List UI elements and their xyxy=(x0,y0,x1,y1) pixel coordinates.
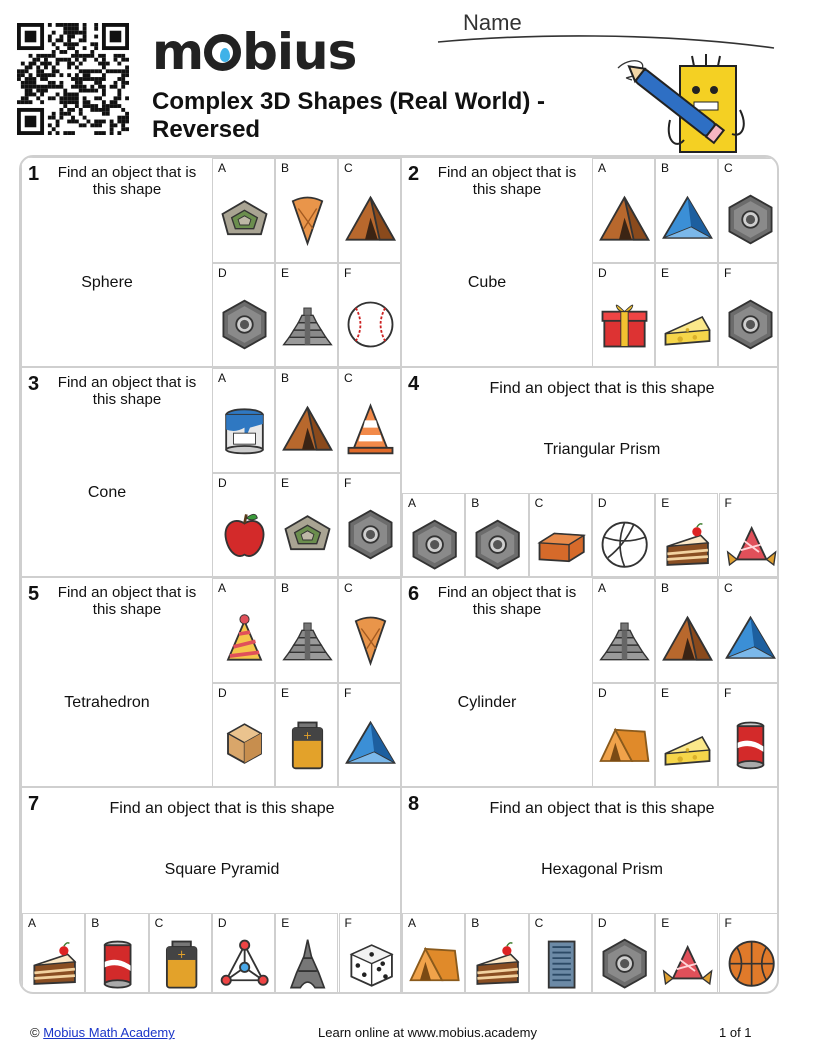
hex-nut-icon xyxy=(723,192,778,247)
answer-option-d[interactable] xyxy=(212,263,275,368)
tent-icon xyxy=(597,192,652,247)
option-letter: F xyxy=(344,916,352,930)
answer-option-c[interactable] xyxy=(529,913,592,994)
answer-option-f[interactable] xyxy=(338,473,401,578)
option-letter: E xyxy=(661,916,670,930)
option-letter: A xyxy=(218,161,227,175)
answer-option-b[interactable] xyxy=(85,913,148,994)
option-letter: A xyxy=(598,161,607,175)
step-pyramid-icon xyxy=(597,612,652,667)
target-shape-name: Sphere xyxy=(81,274,133,291)
wrapped-candy-icon xyxy=(724,517,779,572)
baseball-icon xyxy=(343,297,398,352)
footer-website: Learn online at www.mobius.academy xyxy=(318,1025,537,1040)
answer-option-d[interactable] xyxy=(212,913,275,994)
pentagon-building-icon xyxy=(280,507,335,562)
mobius-logo: m bius xyxy=(152,23,357,81)
option-letter: C xyxy=(344,581,353,595)
cake-slice-icon xyxy=(27,936,82,991)
battery-icon xyxy=(280,717,335,772)
option-letter: B xyxy=(661,161,670,175)
brick-icon xyxy=(534,517,589,572)
option-letter: D xyxy=(218,476,227,490)
question-number: 7 xyxy=(28,793,40,815)
qr-code xyxy=(17,22,129,136)
hex-nut-icon xyxy=(723,297,778,352)
option-letter: C xyxy=(534,496,544,510)
answer-option-b[interactable] xyxy=(465,493,528,578)
option-letter: E xyxy=(661,686,670,700)
page-title: Complex 3D Shapes (Real World) - Reversed xyxy=(152,88,545,143)
party-hat-icon xyxy=(217,612,272,667)
answer-option-e[interactable] xyxy=(655,913,718,994)
question-number: 6 xyxy=(408,583,420,605)
orange-tent-icon xyxy=(407,936,462,991)
option-letter: D xyxy=(218,266,227,280)
battery-icon xyxy=(154,936,209,991)
option-letter: F xyxy=(724,916,732,930)
answer-option-f[interactable] xyxy=(718,683,779,788)
question-1 xyxy=(21,157,401,367)
molecule-icon xyxy=(217,936,272,991)
answer-option-f[interactable] xyxy=(719,493,780,578)
answer-option-e[interactable] xyxy=(275,263,338,368)
hex-nut-icon xyxy=(217,297,272,352)
answer-option-e[interactable] xyxy=(275,473,338,578)
question-8 xyxy=(401,787,779,994)
answer-option-d[interactable] xyxy=(592,913,655,994)
option-letter: E xyxy=(661,266,670,280)
answer-option-a[interactable] xyxy=(212,368,275,473)
gift-box-icon xyxy=(597,297,652,352)
apple-icon xyxy=(217,507,272,562)
answer-option-d[interactable] xyxy=(212,473,275,578)
option-letter: F xyxy=(724,686,732,700)
svg-text:+: + xyxy=(302,729,313,742)
answer-option-e[interactable] xyxy=(655,263,718,368)
tent-icon xyxy=(660,612,715,667)
mascot-icon xyxy=(610,50,750,160)
option-letter: C xyxy=(724,581,733,595)
dice-icon xyxy=(344,936,399,991)
answer-option-b[interactable] xyxy=(275,158,338,263)
option-letter: B xyxy=(471,496,480,510)
answer-option-f[interactable] xyxy=(718,263,779,368)
option-letter: F xyxy=(344,266,352,280)
option-letter: C xyxy=(724,161,733,175)
pentagon-building-icon xyxy=(217,192,272,247)
answer-option-a[interactable] xyxy=(592,578,655,683)
answer-option-b[interactable] xyxy=(275,578,338,683)
cake-slice-icon xyxy=(470,936,525,991)
answer-option-c[interactable] xyxy=(338,368,401,473)
option-letter: A xyxy=(218,371,227,385)
question-prompt: Find an object that is this shape xyxy=(109,800,335,817)
option-letter: A xyxy=(28,916,37,930)
question-number: 3 xyxy=(28,373,40,395)
option-letter: D xyxy=(598,686,607,700)
footer-copyright: © Mobius Math Academy xyxy=(30,1025,175,1040)
answer-option-e[interactable] xyxy=(655,683,718,788)
option-letter: B xyxy=(281,581,290,595)
option-letter: F xyxy=(724,496,732,510)
question-number: 2 xyxy=(408,163,420,185)
blue-tetrahedron-icon xyxy=(723,612,778,667)
question-number: 8 xyxy=(408,793,420,815)
answer-option-c[interactable] xyxy=(718,158,779,263)
question-5 xyxy=(21,577,401,787)
answer-option-a[interactable] xyxy=(212,158,275,263)
question-prompt: Find an object that is this shape xyxy=(489,380,715,397)
option-letter: D xyxy=(597,496,607,510)
step-pyramid-icon xyxy=(280,297,335,352)
mobius-academy-link[interactable]: Mobius Math Academy xyxy=(43,1025,175,1040)
hex-nut-icon xyxy=(470,517,525,572)
option-letter: F xyxy=(344,476,352,490)
option-letter: C xyxy=(534,916,544,930)
question-2 xyxy=(401,157,779,367)
footer-page-number: 1 of 1 xyxy=(719,1025,752,1040)
answer-option-b[interactable] xyxy=(465,913,528,994)
question-6 xyxy=(401,577,779,787)
target-shape-name: Hexagonal Prism xyxy=(541,861,663,878)
answer-option-d[interactable] xyxy=(592,263,655,368)
answer-option-d[interactable] xyxy=(592,493,655,578)
question-prompt: Find an object that is this shape xyxy=(489,800,715,817)
answer-option-b[interactable] xyxy=(655,158,718,263)
answer-option-d[interactable] xyxy=(212,683,275,788)
volleyball-icon xyxy=(597,517,652,572)
option-letter: B xyxy=(281,371,290,385)
answer-option-f[interactable] xyxy=(338,263,401,368)
question-number: 5 xyxy=(28,583,40,605)
question-prompt: Find an object that is this shape xyxy=(57,164,197,198)
hexagonal-box-icon xyxy=(217,717,272,772)
answer-option-a[interactable] xyxy=(592,158,655,263)
hex-nut-icon xyxy=(597,936,652,991)
question-3 xyxy=(21,367,401,577)
cake-slice-icon xyxy=(660,517,715,572)
answer-option-c[interactable] xyxy=(529,493,592,578)
ice-cream-cone-icon xyxy=(343,612,398,667)
option-letter: D xyxy=(597,916,607,930)
answer-option-d[interactable] xyxy=(592,683,655,788)
answer-option-a[interactable] xyxy=(212,578,275,683)
answer-option-b[interactable] xyxy=(655,578,718,683)
option-letter: F xyxy=(344,686,352,700)
soda-can-icon xyxy=(90,936,145,991)
target-shape-name: Cylinder xyxy=(457,694,517,711)
traffic-cone-icon xyxy=(343,402,398,457)
hex-nut-icon xyxy=(343,507,398,562)
answer-option-f[interactable] xyxy=(719,913,780,994)
answer-option-a[interactable] xyxy=(402,913,465,994)
option-letter: E xyxy=(281,916,290,930)
option-letter: A xyxy=(218,581,227,595)
option-letter: C xyxy=(344,371,353,385)
answer-option-e[interactable] xyxy=(275,683,338,788)
tent-icon xyxy=(280,402,335,457)
svg-text:+: + xyxy=(176,948,186,962)
answer-option-c[interactable] xyxy=(338,578,401,683)
question-4 xyxy=(401,367,779,577)
question-7 xyxy=(21,787,401,994)
ice-cream-cone-icon xyxy=(280,192,335,247)
step-pyramid-icon xyxy=(280,612,335,667)
target-shape-name: Square Pyramid xyxy=(164,861,280,878)
option-letter: B xyxy=(661,581,670,595)
answer-option-a[interactable] xyxy=(402,493,465,578)
question-prompt: Find an object that is this shape xyxy=(57,374,197,408)
basketball-icon xyxy=(724,936,779,991)
option-letter: E xyxy=(281,686,290,700)
cheese-wedge-icon xyxy=(660,297,715,352)
answer-option-c[interactable] xyxy=(718,578,779,683)
cheese-wedge-icon xyxy=(660,717,715,772)
question-number: 1 xyxy=(28,163,40,185)
name-label: Name xyxy=(463,10,522,35)
answer-option-f[interactable] xyxy=(338,683,401,788)
answer-option-c[interactable] xyxy=(149,913,212,994)
orange-tent-icon xyxy=(597,717,652,772)
answer-option-b[interactable] xyxy=(275,368,338,473)
paint-can-icon xyxy=(217,402,272,457)
target-shape-name: Cone xyxy=(87,484,127,501)
skyscraper-icon xyxy=(534,936,589,991)
target-shape-name: Cube xyxy=(467,274,507,291)
option-letter: A xyxy=(598,581,607,595)
target-shape-name: Tetrahedron xyxy=(64,694,150,711)
answer-option-a[interactable] xyxy=(22,913,85,994)
question-prompt: Find an object that is this shape xyxy=(57,584,197,618)
answer-option-e[interactable] xyxy=(655,493,718,578)
option-letter: C xyxy=(154,916,164,930)
question-prompt: Find an object that is this shape xyxy=(437,164,577,198)
blue-tetrahedron-icon xyxy=(343,717,398,772)
option-letter: D xyxy=(598,266,607,280)
option-letter: B xyxy=(471,916,480,930)
option-letter: A xyxy=(408,916,417,930)
option-letter: A xyxy=(408,496,417,510)
blue-tetrahedron-icon xyxy=(660,192,715,247)
tent-icon xyxy=(343,192,398,247)
option-letter: E xyxy=(661,496,670,510)
answer-option-e[interactable] xyxy=(275,913,338,994)
option-letter: E xyxy=(281,476,290,490)
option-letter: F xyxy=(724,266,732,280)
answer-option-c[interactable] xyxy=(338,158,401,263)
option-letter: B xyxy=(91,916,100,930)
hex-nut-icon xyxy=(407,517,462,572)
answer-option-f[interactable] xyxy=(339,913,402,994)
option-letter: C xyxy=(344,161,353,175)
option-letter: D xyxy=(217,916,227,930)
target-shape-name: Triangular Prism xyxy=(543,441,661,458)
wrapped-candy-icon xyxy=(660,936,715,991)
soda-can-icon xyxy=(723,717,778,772)
question-prompt: Find an object that is this shape xyxy=(437,584,577,618)
option-letter: B xyxy=(281,161,290,175)
option-letter: D xyxy=(218,686,227,700)
option-letter: E xyxy=(281,266,290,280)
eiffel-tower-icon xyxy=(280,936,335,991)
question-number: 4 xyxy=(408,373,420,395)
question-grid xyxy=(19,155,779,994)
